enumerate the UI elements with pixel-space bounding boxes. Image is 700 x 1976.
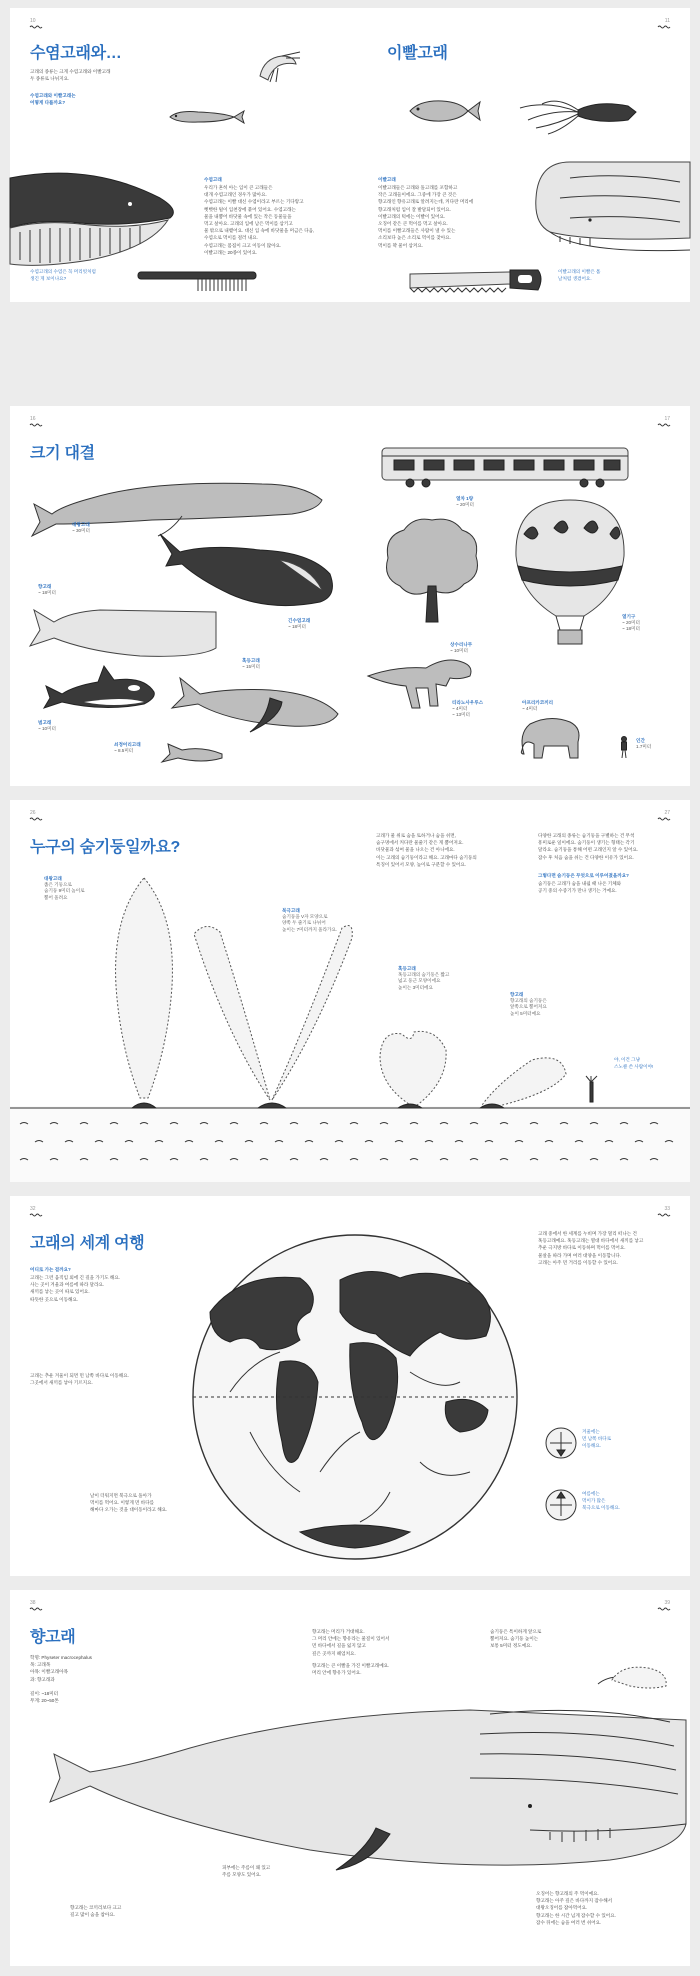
anchovy-illustration [168,108,244,126]
herring-illustration [408,98,480,124]
travel-text-1: 고래는 그런 움직임 외에 긴 길을 가기도 해요. 사는 곳이 겨울과 여름에 따라 달라요. 새끼를 낳는 곳이 따로 있어요. 따뜻한 곳으로 이동해요. [30,1275,121,1302]
wave-icon [30,423,42,427]
snorkel-caption: 야, 이건 그냥 스노클 쓴 사람이야! [614,1057,654,1070]
toothed-caption: 이빨고래의 이빨은 톱 날처럼 생겼어요. [558,269,601,282]
shrimp-illustration [256,50,300,84]
sperm-whale-blow-text: 숨기둥은 특이하게 앞으로 뿜어져요. 숨기둥 높이는 보통 5미터 정도예요. [490,1629,542,1649]
label-oak: 상수리나무 ~ 10미터 [450,642,473,654]
page-number: 27 [664,810,670,816]
spread-baleen-toothed [10,8,690,302]
spread-blows [10,800,690,1182]
squid-illustration [518,90,638,136]
label-train: 열차 1량 ~ 20미터 [456,496,474,508]
blows-intro-text: 고래가 물 위로 숨을 토하거나 숨을 쉬면, 숨구멍에서 커다란 물줄기 같은 게 뿜어져요. 바닷물과 섞여 물을 나오는 건 아니에요. 이는 고래의 숨기둥이라고 해요. 고래마다 숨기둥의 특징이 있어서 모양, 높이로 구분할 수 있어요. [376,833,477,867]
label-orca: 범고래 ~ 10미터 [38,720,56,732]
humpback-blow [376,1026,450,1108]
baleen-caption: 수염고래의 수염은 꼭 머리빗처럼 생긴 게 보이나요? [30,269,96,282]
page-number: 32 [30,1206,36,1212]
legend-southward-text: 겨울에는 먼 남쪽 바다로 이동해요. [582,1429,612,1449]
page-title: 누구의 숨기둥일까요? [30,839,181,856]
toothed-text: 이빨고래들은 고래와 돌고래를 포함하고 작은 고래들이에요. 그중에 가장 큰 것은 향고래인 향유고래로 알려지는데, 커다란 머리에 향고래처럼 입이 잘 발달되어 있어요. 이빨고래의 턱에는 이빨이 있어요. 오징어 같은 큰 먹이를 먹고 살아요. 먹이를 이빨고래들은 사람이 낼 수 있는 소리보다 높은 소리로 먹이를 찾아요. 먹이를 꽉 물어 삼켜요. [378,185,474,248]
page-number: 11 [664,18,670,24]
sea-surface [10,1098,690,1182]
intro-text: 고래의 종류는 크게 수염고래와 이빨고래 두 종류로 나뉘지요. [30,69,111,82]
blow-label-bowhead: 북극고래 숨기둥을 V자 모양으로 양쪽 두 줄기로 나뉘어 높이는 7미터까지 올라가요. [282,908,338,932]
blow-label-blue-whale: 대왕고래 좁은 기둥으로 숨기둥 9미터 높이로 뿜어 올려요 [44,876,85,900]
sperm-whale-head-illustration [530,158,690,258]
blows-answer: 숨기둥은 고래가 숨을 내쉴 때 나온 기체와 공기 중의 수증기가 만나 생기는 거예요. [538,881,622,894]
blows-question: 그렇다면 숨기둥은 무엇으로 이루어졌을까요? [538,873,629,878]
wave-icon [30,25,42,29]
wave-icon [658,817,670,821]
travel-right-text: 고래 중에서 한 세계를 누비며 가장 멀리 떠나는 건 혹등고래예요. 혹등고래는 열대 바다에서 새끼를 낳고 추운 극지방 바다로 이동하며 먹이를 먹어요. 물살을 따라 가며 여러 대양을 이동합니다. 고래는 아주 먼 거리를 이동할 수 있어요. [538,1231,644,1265]
world-map-globe-illustration [190,1232,520,1562]
sperm-whale-text-1: 향고래는 머리가 거대해요. 그 머리 안에는 향유라는 물질이 있어서 먼 바다에서 길을 잃지 않고 깊은 곳까지 헤엄쳐요. [312,1629,390,1656]
comb-illustration [138,272,258,292]
wave-icon [658,1213,670,1217]
blows-right-text: 다양한 고래의 종류는 숨기둥을 구별하는 건 무척 흥미로운 일이에요. 숨기둥이 생기는 형태는 각기 달라요. 숨기둥을 통해 어떤 고래인지 알 수 있어요. 잠수 후 처음 숨을 쉬는 건 다양한 이유가 있어요. [538,833,639,860]
human-illustration [620,736,628,758]
label-minke-whale: 쇠정어리고래 ~ 8.5미터 [114,742,141,754]
page-number: 17 [664,416,670,422]
label-humpback: 혹등고래 ~ 15미터 [242,658,260,670]
spread-sperm-whale [10,1590,690,1966]
blow-label-sperm-whale: 향고래 향고래의 숨기둥은 앞쪽으로 뿜어져요 높이 5미터예요 [510,992,547,1016]
page-title: 향고래 [30,1629,76,1646]
spread-size-comparison [10,406,690,786]
sperm-whale-skin-text: 피부에는 주름이 꽤 있고 주름 모양도 있어요. [222,1865,271,1878]
wave-icon [30,1213,42,1217]
humpback-whale-illustration [170,664,338,732]
page-number: 38 [30,1600,36,1606]
sperm-whale-full-illustration [50,1674,686,1874]
oak-tree-illustration [382,514,482,624]
elephant-illustration [520,714,584,758]
label-right-whale: 긴수염고래 ~ 18미터 [288,618,311,630]
page-title: 이빨고래 [387,45,448,62]
label-t-rex: 티라노사우루스 ~ 4미터 ~ 13미터 [452,700,484,718]
blow-label-humpback: 혹등고래 혹등고래의 숨기둥은 짧고 넓고 둥근 모양이에요 높이는 3미터에요 [398,966,450,990]
minke-whale-illustration [162,744,222,764]
baleen-heading: 수염고래 [204,177,222,182]
train-car-illustration [380,446,630,488]
wave-icon [658,1607,670,1611]
travel-question: 어디로 가는 걸까요? [30,1267,71,1272]
hot-air-balloon-illustration [514,498,626,648]
saw-illustration [410,270,544,296]
legend-southward-icon [544,1426,578,1460]
page-number: 33 [664,1206,670,1212]
legend-northward-text: 여름에는 먹이가 많은 북극으로 이동해요. [582,1491,621,1511]
label-sperm-whale: 향고래 ~ 18미터 [38,584,56,596]
spread-world-travel [10,1196,690,1576]
wave-icon [658,25,670,29]
page-title: 수염고래와… [30,45,122,62]
label-elephant: 아프리카코끼리 ~ 4미터 [522,700,554,712]
label-blue-whale: 대왕고래 ~ 30미터 [72,522,90,534]
page-number: 26 [30,810,36,816]
toothed-heading: 이빨고래 [378,177,396,182]
species-facts: 학명: Physeter macrocephalus 목: 고래목 아목: 이빨고래아목 과: 향고래과 길이: ~18미터 무게: 20~50톤 [30,1655,92,1704]
sperm-whale-diet-text: 오징어는 향고래의 주 먹이예요. 향고래는 아주 깊은 바다까지 잠수해서 대왕오징어를 잡아먹어요. 향고래는 한 시간 넘게 잠수할 수 있어요. 잠수 뒤에는 숨을 여러 번 쉬어요. [536,1891,616,1925]
page-number: 39 [664,1600,670,1606]
travel-text-2: 고래는 추운 겨울이 되면 먼 남쪽 바다로 이동해요. 그곳에서 새끼를 낳아 기르지요. [30,1373,129,1386]
page-number: 10 [30,18,36,24]
sperm-whale-illustration [30,600,216,664]
blue-whale-blow [104,876,184,1106]
label-balloon: 열기구 ~ 20미터 ~ 18미터 [622,614,640,632]
wave-icon [30,817,42,821]
travel-text-3: 날이 더워지면 북극으로 돌아가 먹이를 먹어요. 이렇게 먼 바다를 해마다 오가는 것을 대이동이라고 해요. [90,1493,168,1513]
wave-icon [658,423,670,427]
wave-icon [30,1607,42,1611]
sperm-whale-text-1b: 향고래는 큰 이빨을 가진 이빨고래예요. 머리 안에 향유가 있어요. [312,1663,390,1676]
orca-illustration [44,666,154,714]
page-title: 크기 대결 [30,445,95,462]
page-number: 16 [30,416,36,422]
baleen-whale-head-illustration [10,168,180,268]
baleen-text: 우리가 흔히 아는 입이 큰 고래들은 대개 수염고래인 경우가 많아요. 수염고래는 이빨 대신 수염이라고 부르는 기다랗고 뻣뻣한 털이 입천장에 붙어 있어요. 수염고래는 물을 내뿜어 바닷물 속에 있는 작은 동물들을 먹고 살아요. 고래의 입에 남은 먹이를 삼키고 물 밖으로 내뱉어요. 대신 입 속에 바닷물을 머금은 다음, 수염으로 먹이를 걸러 내요. 수염고래는 몸집이 크고 이동이 많아요. 이빨고래는 20종이 있어요. [204,185,315,255]
question-text: 수염고래와 이빨고래는 어떻게 다를까요? [30,93,76,106]
page-title: 고래의 세계 여행 [30,1235,145,1252]
legend-northward-icon [544,1488,578,1522]
bowhead-blow [186,914,356,1104]
sperm-whale-compare-text: 향고래는 코끼리보다 크고 길고 많이 숨을 참아요. [70,1905,122,1918]
label-human: 인간 1.7미터 [636,738,652,750]
